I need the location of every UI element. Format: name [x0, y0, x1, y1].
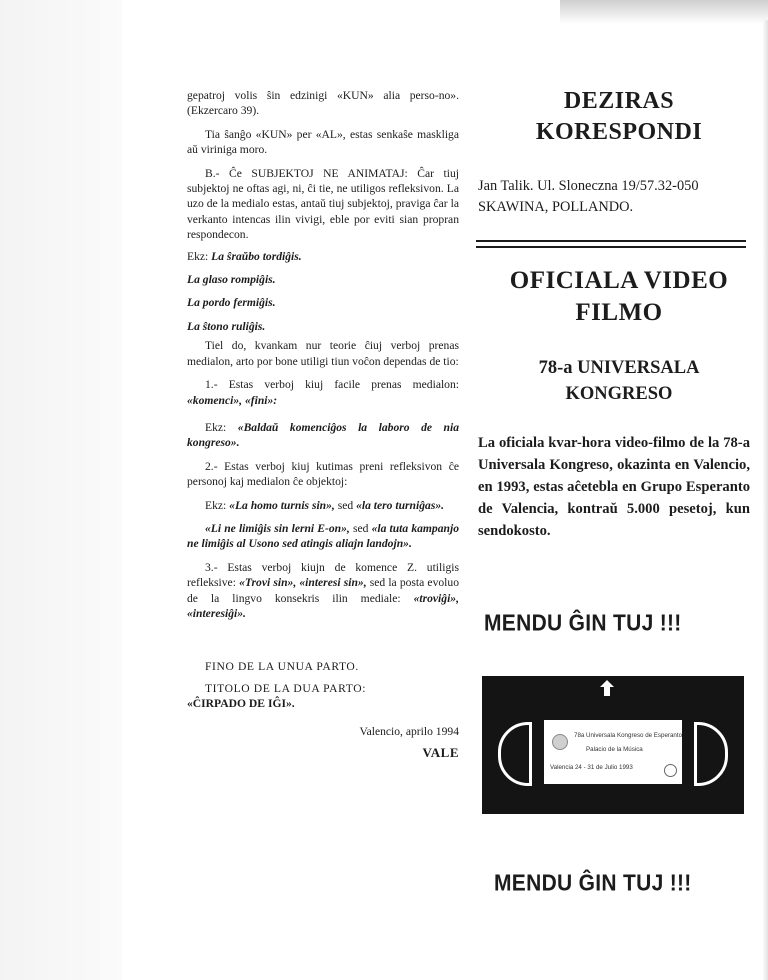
example-label: Ekz: — [205, 420, 227, 434]
cassette-label-line: Palacio de la Música — [586, 746, 643, 753]
rule-2: 2.- Estas verboj kiuj kutimas preni refleksivon ĉe personoj kaj medialon ĉe objektoj: — [187, 459, 459, 489]
stamp-icon — [664, 764, 677, 777]
example-sentence: «la tero turniĝas». — [356, 498, 445, 512]
address-line: SKAWINA, POLLANDO. — [478, 199, 634, 215]
rule-1 — [187, 377, 459, 408]
tape-window-right — [694, 722, 728, 786]
scan-shadow-left — [0, 0, 122, 980]
article-column — [187, 88, 459, 760]
paragraph-inanimate-subjects: B.- Ĉe SUBJEKTOJ NE ANIMATAJ: Ĉar tiuj subjektoj ne oftas agi, ni, ĉi tie, ne utiligos refleksivon. La uzo de la medialo estas, antaŭ tiuj subjektoj, praviga ĉar la verkanto intencas ilin vivigi, eble por eviti sian propran respondecon. — [187, 166, 459, 242]
cassette-label-line: 78a Universala Kongreso de Esperanto — [574, 732, 683, 739]
rule-text: 3.- Estas verboj kiujn de komence Z. utiligis refleksive: — [187, 560, 459, 590]
order-now-banner: MENDU ĜIN TUJ !!! — [484, 610, 682, 637]
heading-deziras: DEZIRAS — [563, 88, 675, 114]
video-description: La oficiala kvar-hora video-filmo de la 78-a Universala Kongreso, okazinta en Valencio, en 1993, estas aĉetebla en Grupo Esperanto de Valencia, kontraŭ 5.000 pesetoj, kun sendokosto. — [478, 435, 750, 539]
example-1 — [187, 249, 459, 264]
paragraph-theory: Tiel do, kvankam nur teorie ĉiuj verboj prenas medialon, arto por bone utiligi tiun voĉon dependas de tio: — [187, 339, 459, 368]
heading-korespondi: KORESPONDI — [535, 119, 703, 145]
end-of-part: FINO DE LA UNUA PARTO. — [205, 660, 359, 674]
example-3 — [187, 498, 459, 513]
heading-filmo: FILMO — [575, 299, 663, 326]
scan-shadow-top — [560, 0, 768, 24]
arrow-up-icon — [600, 680, 614, 696]
example-label: Ekz: — [205, 498, 227, 512]
date-line: Valencio, aprilo 1994 — [359, 724, 459, 738]
example-sentence: «la tuta kampanjo ne limiĝis al Usono sed atingis aliajn landojn». — [187, 521, 459, 551]
tape-window-left — [498, 722, 532, 786]
paragraph-continuation: gepatroj volis ŝin edzinigi «KUN» alia perso-no». (Ekzercaro 39). — [187, 89, 459, 118]
rule-text: sed la posta evoluo de la lingvo konsekris ilin mediale: — [187, 576, 459, 605]
seal-icon — [552, 734, 568, 750]
rule-verbs: «komenci», «fini»: — [187, 393, 278, 407]
cassette-label — [544, 720, 682, 784]
next-part-title-label: TITOLO DE LA DUA PARTO: — [205, 681, 367, 695]
example-4 — [187, 521, 459, 552]
section-divider — [476, 240, 746, 248]
example-label: Ekz: — [187, 249, 209, 263]
example-sentence: La pordo fermiĝis. — [187, 296, 276, 310]
paragraph-kun-al: Tia ŝanĝo «KUN» per «AL», estas senkaŝe maskliga aŭ viriniga moro. — [187, 127, 459, 157]
order-now-banner: MENDU ĜIN TUJ !!! — [494, 870, 692, 897]
next-part-title: «ĈIRPADO DE IĜI». — [187, 697, 295, 711]
rule-3 — [187, 560, 459, 622]
example-sentence: La ŝtono ruliĝis. — [187, 319, 266, 333]
conjunction: sed — [352, 521, 369, 535]
rule-text: 1.- Estas verboj kiuj facile prenas medialon: — [205, 378, 459, 392]
address-line: Jan Talik. Ul. Sloneczna 19/57.32-050 — [478, 178, 699, 194]
vhs-cassette-image — [482, 676, 744, 814]
example-sentence: La ŝraŭbo tordiĝis. — [211, 249, 302, 263]
cassette-label-line: Valencia 24 - 31 de Julio 1993 — [550, 764, 633, 771]
example-sentence: «La homo turnis sin», — [229, 498, 335, 512]
example-2 — [187, 420, 459, 451]
heading-kongreso: KONGRESO — [565, 384, 673, 404]
rule-verbs: «troviĝi», «interesiĝi». — [187, 591, 459, 620]
heading-oficiala-video: OFICIALA VIDEO — [509, 267, 729, 294]
heading-universala: 78-a UNIVERSALA — [538, 358, 700, 378]
signature: VALE — [422, 745, 459, 760]
correspondent-address — [478, 176, 762, 218]
conjunction: sed — [334, 498, 357, 512]
rule-verbs: «Trovi sin», «interesi sin», — [239, 576, 367, 590]
example-sentence: La glaso rompiĝis. — [187, 273, 276, 287]
example-sentence: «Li ne limiĝis sin lerni E-on», — [205, 521, 350, 535]
scan-shadow-right — [762, 20, 768, 980]
example-sentence: «Baldaŭ komenciĝos la laboro de nia kongreso». — [187, 420, 459, 450]
